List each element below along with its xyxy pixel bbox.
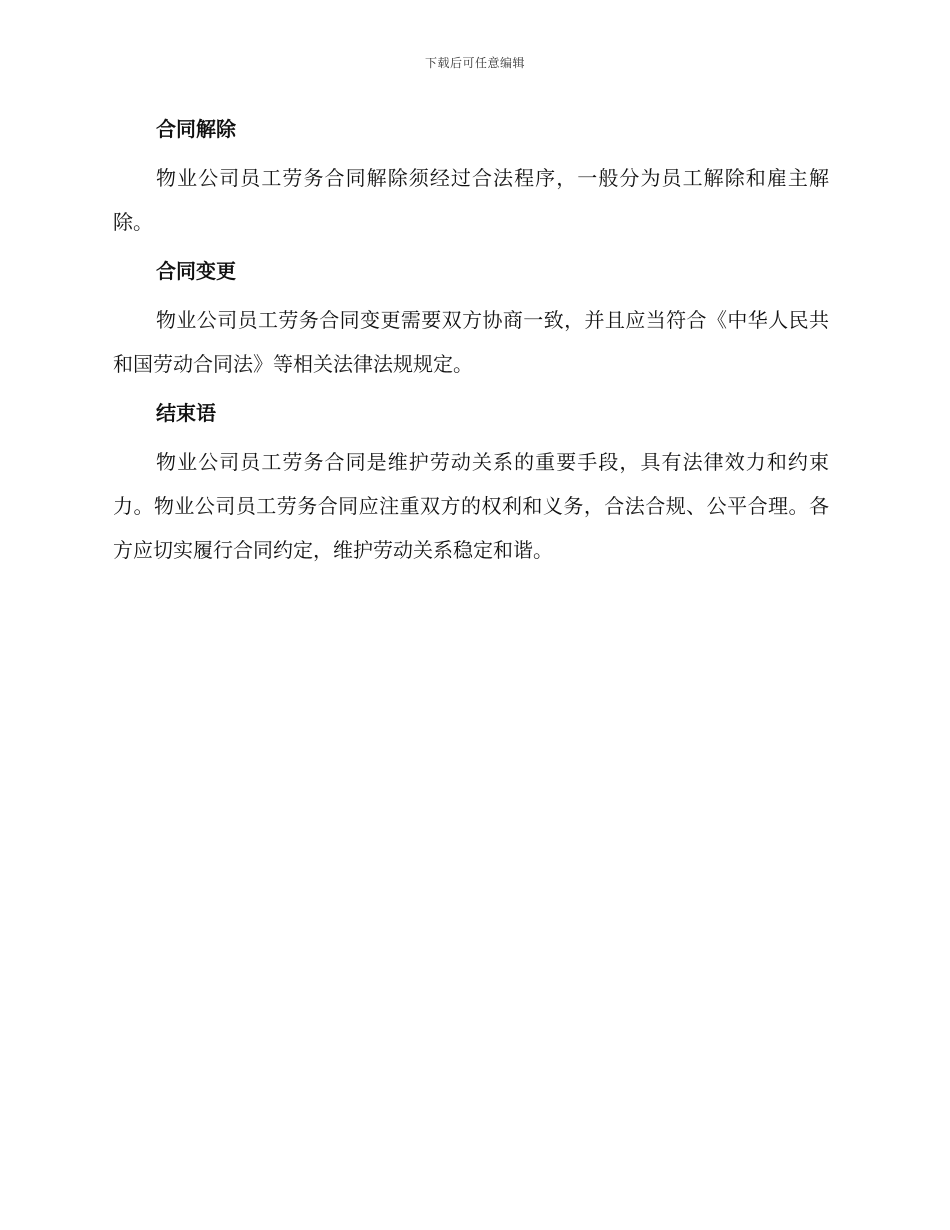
section-title-modification: 合同变更: [156, 259, 236, 283]
section-title-termination: 合同解除: [156, 117, 236, 141]
header-note: 下载后可任意编辑: [424, 56, 525, 70]
section-body-termination: 物业公司员工劳务合同解除须经过合法程序，一般分为员工解除和雇主解除。: [113, 166, 829, 234]
section-body-modification: 物业公司员工劳务合同变更需要双方协商一致，并且应当符合《中华人民共和国劳动合同法》等相关法律法规规定。: [113, 308, 829, 376]
document-body: [113, 110, 829, 572]
section-title-conclusion: 结束语: [156, 401, 216, 425]
section-body-conclusion: 物业公司员工劳务合同是维护劳动关系的重要手段，具有法律效力和约束力。物业公司员工劳务合同应注重双方的权利和义务，合法合规、公平合理。各方应切实履行合同约定，维护劳动关系稳定和谐。: [113, 450, 829, 562]
